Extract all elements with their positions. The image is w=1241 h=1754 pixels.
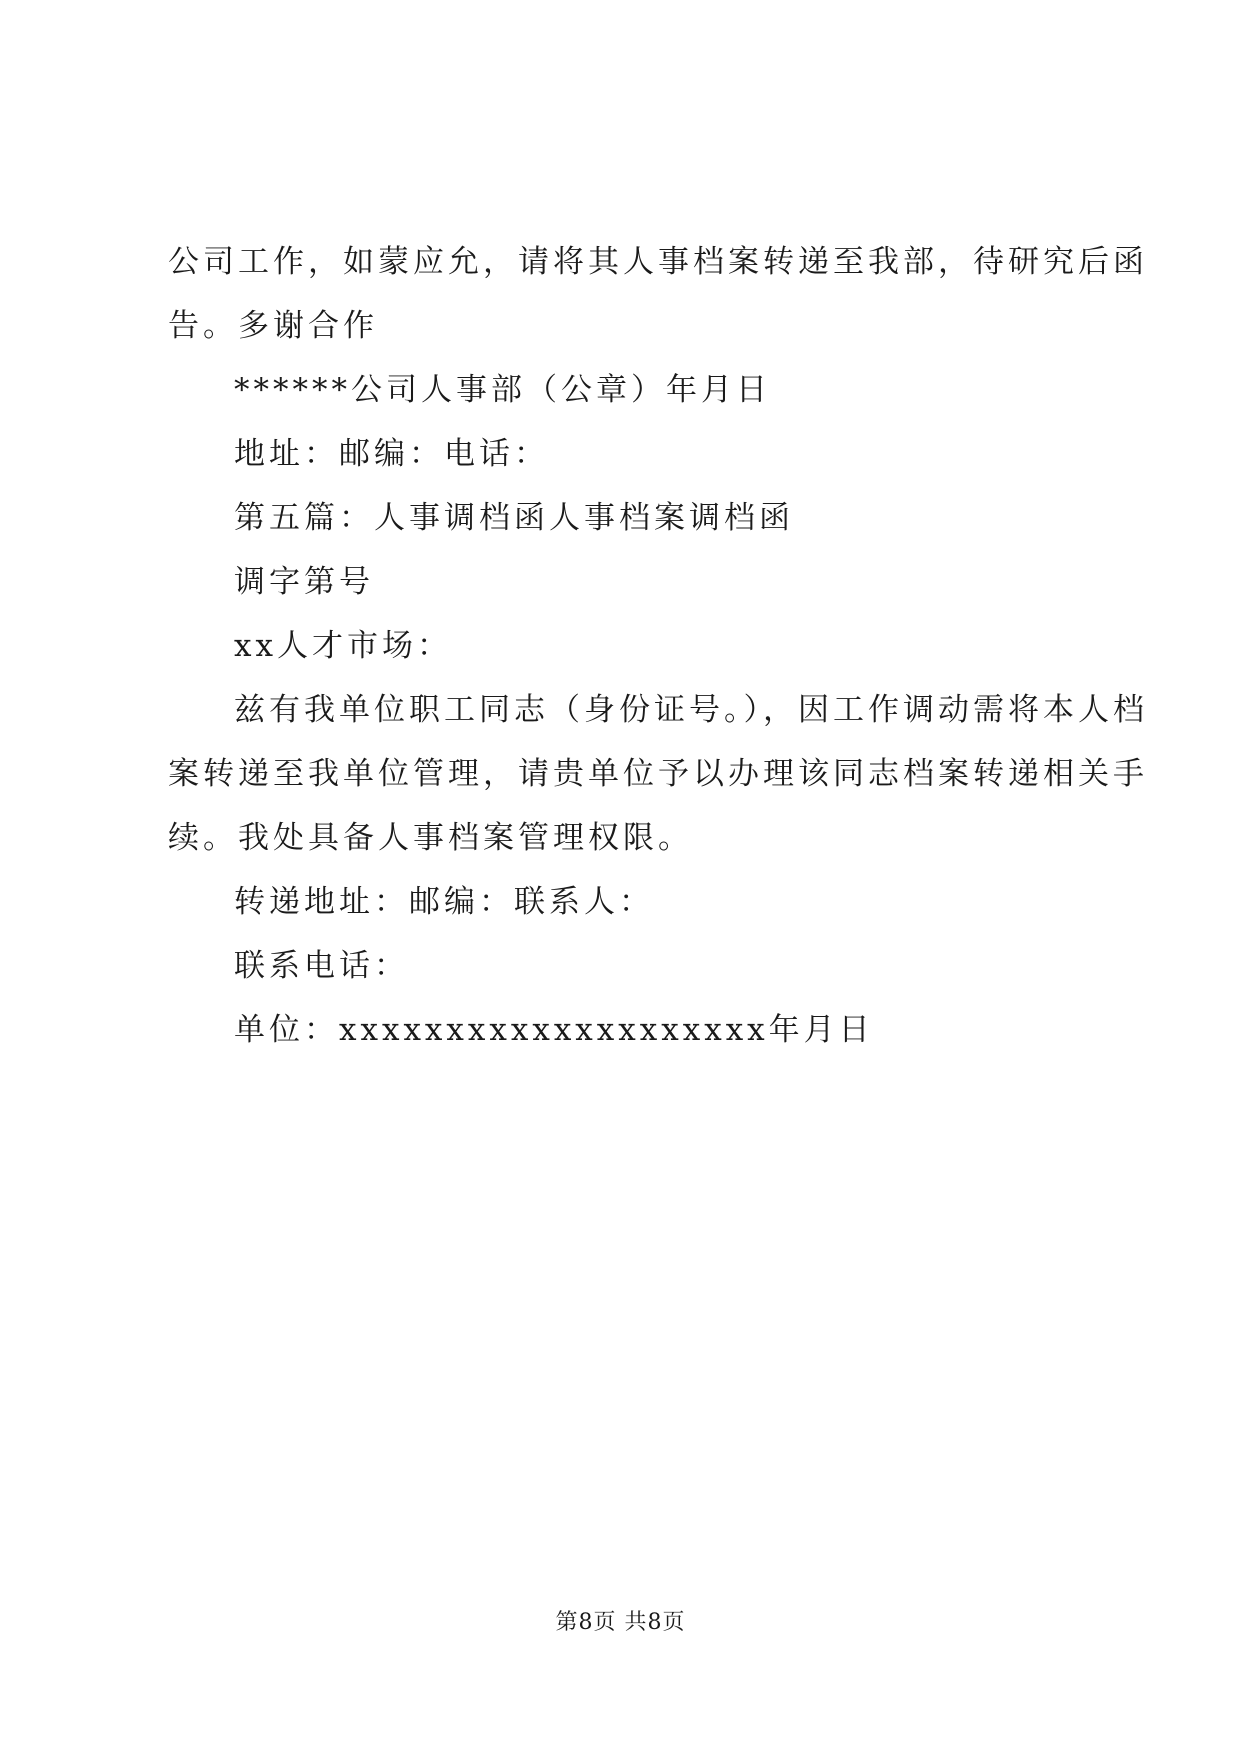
paragraph-line: 告。多谢合作 <box>168 308 378 344</box>
reference-number-line: 调字第号 <box>234 564 374 600</box>
paragraph-line: 公司工作，如蒙应允，请将其人事档案转递至我部，待研究后函 <box>168 244 1148 280</box>
address-line: 地址：邮编：电话： <box>234 436 549 472</box>
paragraph-line: 续。我处具备人事档案管理权限。 <box>168 820 693 856</box>
document-body <box>168 230 1148 1062</box>
contact-phone-line: 联系电话： <box>234 948 409 984</box>
paragraph-line: 案转递至我单位管理，请贵单位予以办理该同志档案转递相关手 <box>168 756 1148 792</box>
section-heading: 第五篇：人事调档函人事档案调档函 <box>234 500 794 536</box>
recipient-line: xx人才市场： <box>234 628 452 664</box>
signature-line: ******公司人事部（公章）年月日 <box>234 372 771 408</box>
transfer-address-line: 转递地址：邮编：联系人： <box>234 884 654 920</box>
paragraph-line: 兹有我单位职工同志（身份证号。），因工作调动需将本人档 <box>234 692 1148 728</box>
page-number-footer: 第8页 共8页 <box>555 1610 686 1635</box>
unit-date-line: 单位：xxxxxxxxxxxxxxxxxxxx年月日 <box>234 1012 874 1048</box>
